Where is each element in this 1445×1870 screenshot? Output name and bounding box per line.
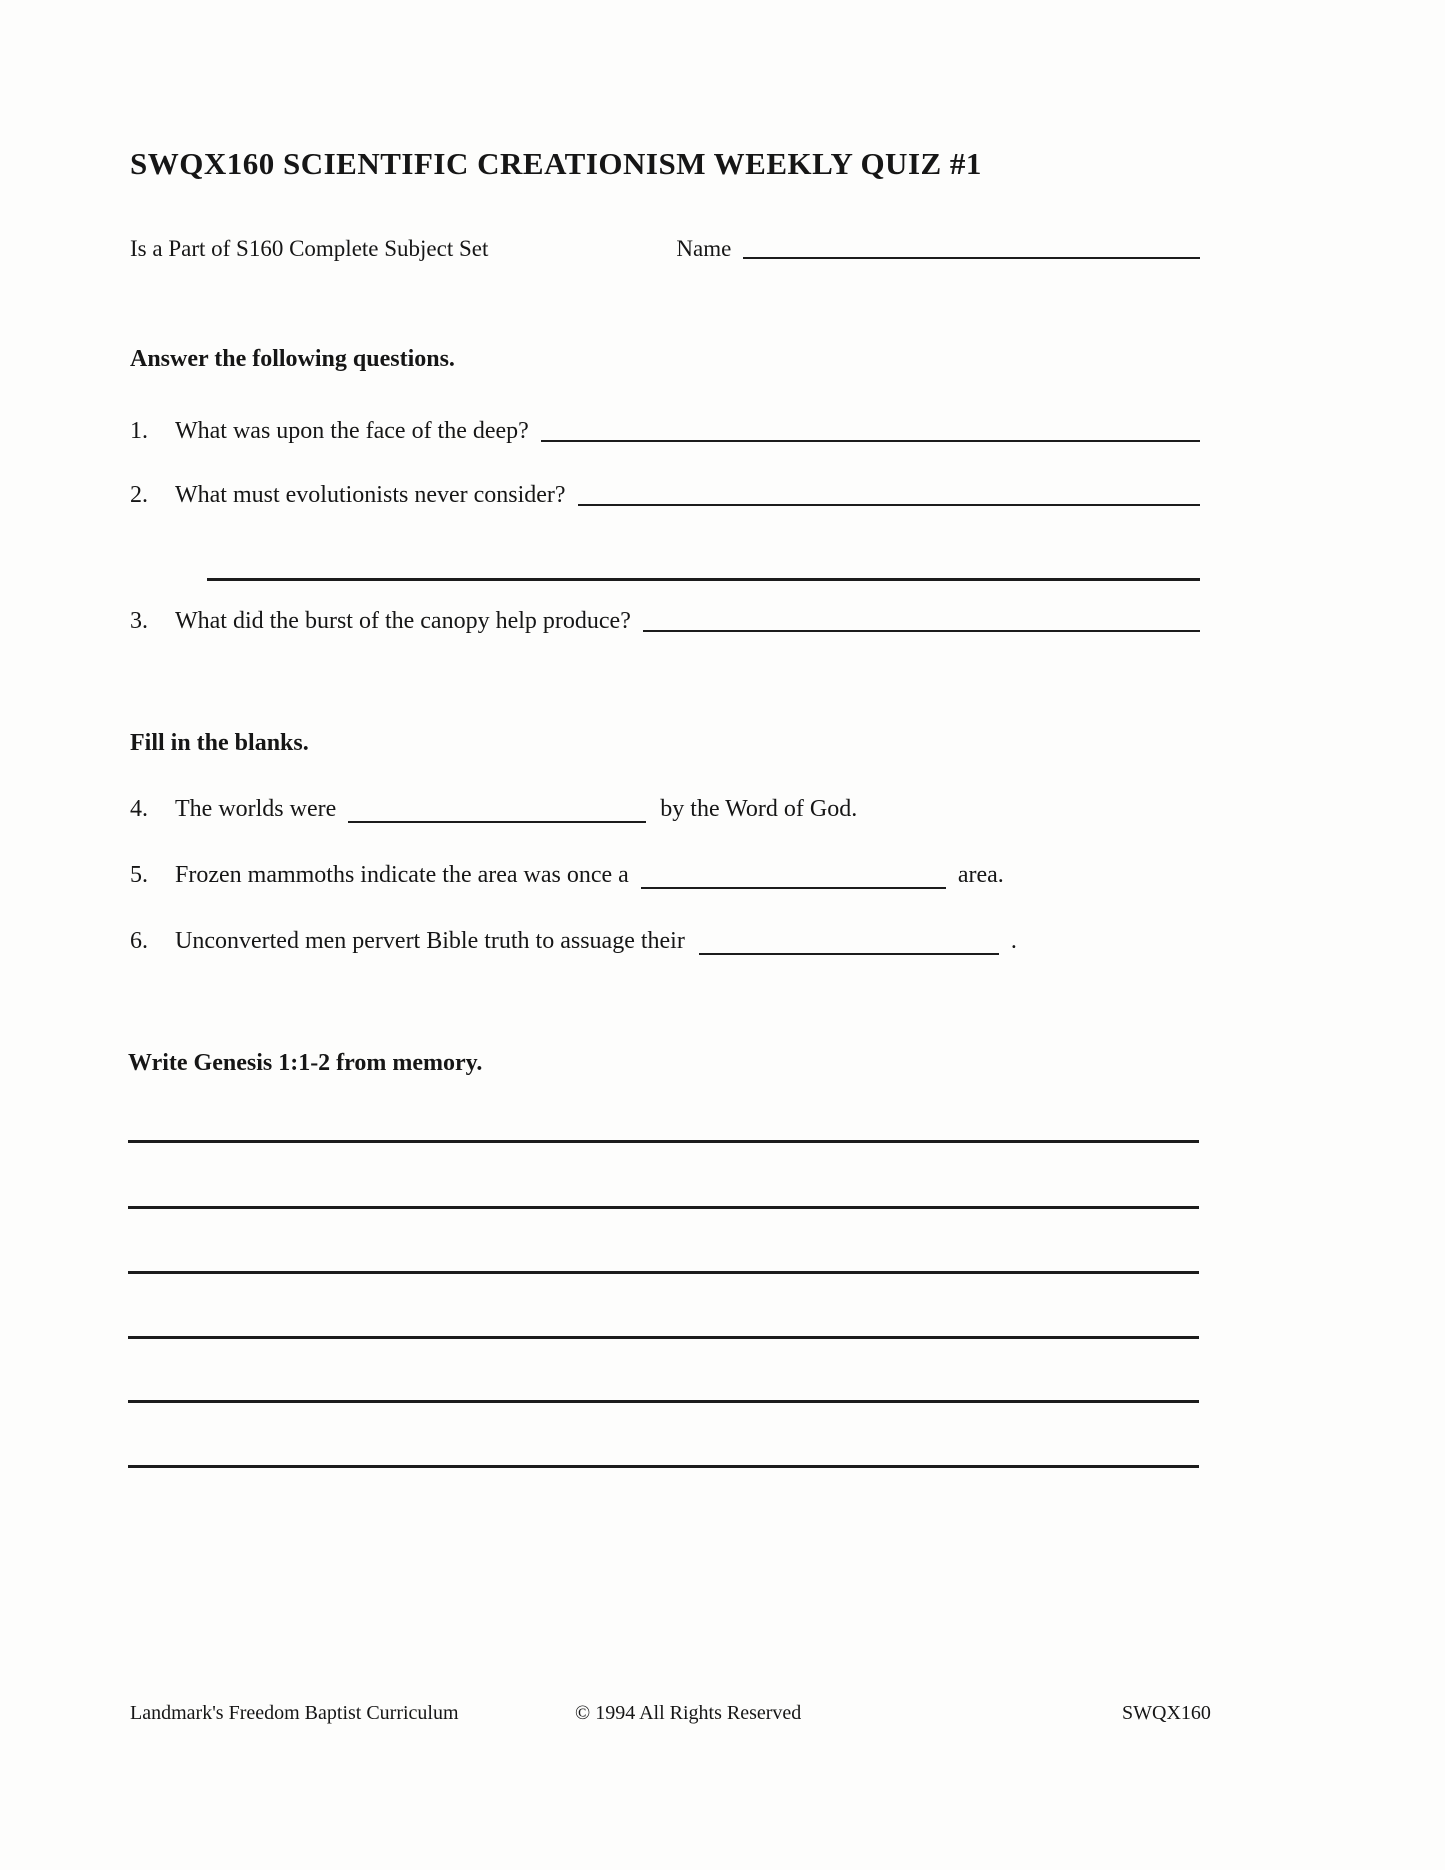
question-number: 3. — [130, 608, 148, 634]
question-row-2 — [130, 482, 1200, 509]
subtitle-row — [130, 236, 1200, 262]
footer-code: SWQX160 — [1122, 1702, 1211, 1724]
writing-line — [128, 1400, 1199, 1403]
question-row-3 — [130, 608, 1200, 635]
question-text: What did the burst of the canopy help produce? — [175, 608, 631, 634]
question-number: 4. — [130, 796, 148, 822]
fill-text-after: by the Word of God. — [660, 796, 858, 822]
fill-text-before: The worlds were — [175, 796, 337, 822]
fill-blank-line — [699, 953, 999, 955]
writing-line — [128, 1140, 1199, 1143]
name-label: Name — [676, 236, 732, 261]
footer-publisher: Landmark's Freedom Baptist Curriculum — [130, 1702, 459, 1724]
section-heading-fill: Fill in the blanks. — [130, 730, 309, 756]
question-number: 5. — [130, 862, 148, 888]
fill-text-after: . — [1010, 928, 1017, 954]
writing-line — [128, 1336, 1199, 1339]
fill-text-after: area. — [957, 862, 1004, 888]
question-text: What must evolutionists never consider? — [175, 482, 566, 508]
answer-blank-line — [643, 630, 1200, 632]
section-heading-memory: Write Genesis 1:1-2 from memory. — [128, 1050, 483, 1076]
fill-text-before: Unconverted men pervert Bible truth to assuage their — [175, 928, 685, 954]
fill-blank-line — [641, 887, 946, 889]
fill-blank-line — [348, 821, 646, 823]
name-field-group — [676, 236, 1200, 262]
fill-row-5 — [130, 862, 1200, 889]
answer-blank-line — [578, 504, 1200, 506]
name-blank-line — [743, 257, 1200, 259]
writing-line — [128, 1465, 1199, 1468]
question-number: 2. — [130, 482, 148, 508]
answer-continuation-line — [207, 548, 1200, 581]
fill-row-4 — [130, 796, 1200, 823]
question-number: 6. — [130, 928, 148, 954]
quiz-title: SWQX160 SCIENTIFIC CREATIONISM WEEKLY QUIZ #1 — [130, 146, 982, 181]
question-text: What was upon the face of the deep? — [175, 418, 529, 444]
fill-row-6 — [130, 928, 1200, 955]
footer-copyright: © 1994 All Rights Reserved — [575, 1702, 802, 1724]
fill-text-before: Frozen mammoths indicate the area was once a — [175, 862, 629, 888]
question-row-1 — [130, 418, 1200, 445]
question-number: 1. — [130, 418, 148, 444]
writing-line — [128, 1271, 1199, 1274]
subject-set-label: Is a Part of S160 Complete Subject Set — [130, 236, 489, 261]
answer-blank-line — [541, 440, 1200, 442]
section-heading-answer: Answer the following questions. — [130, 346, 455, 372]
writing-line — [128, 1206, 1199, 1209]
